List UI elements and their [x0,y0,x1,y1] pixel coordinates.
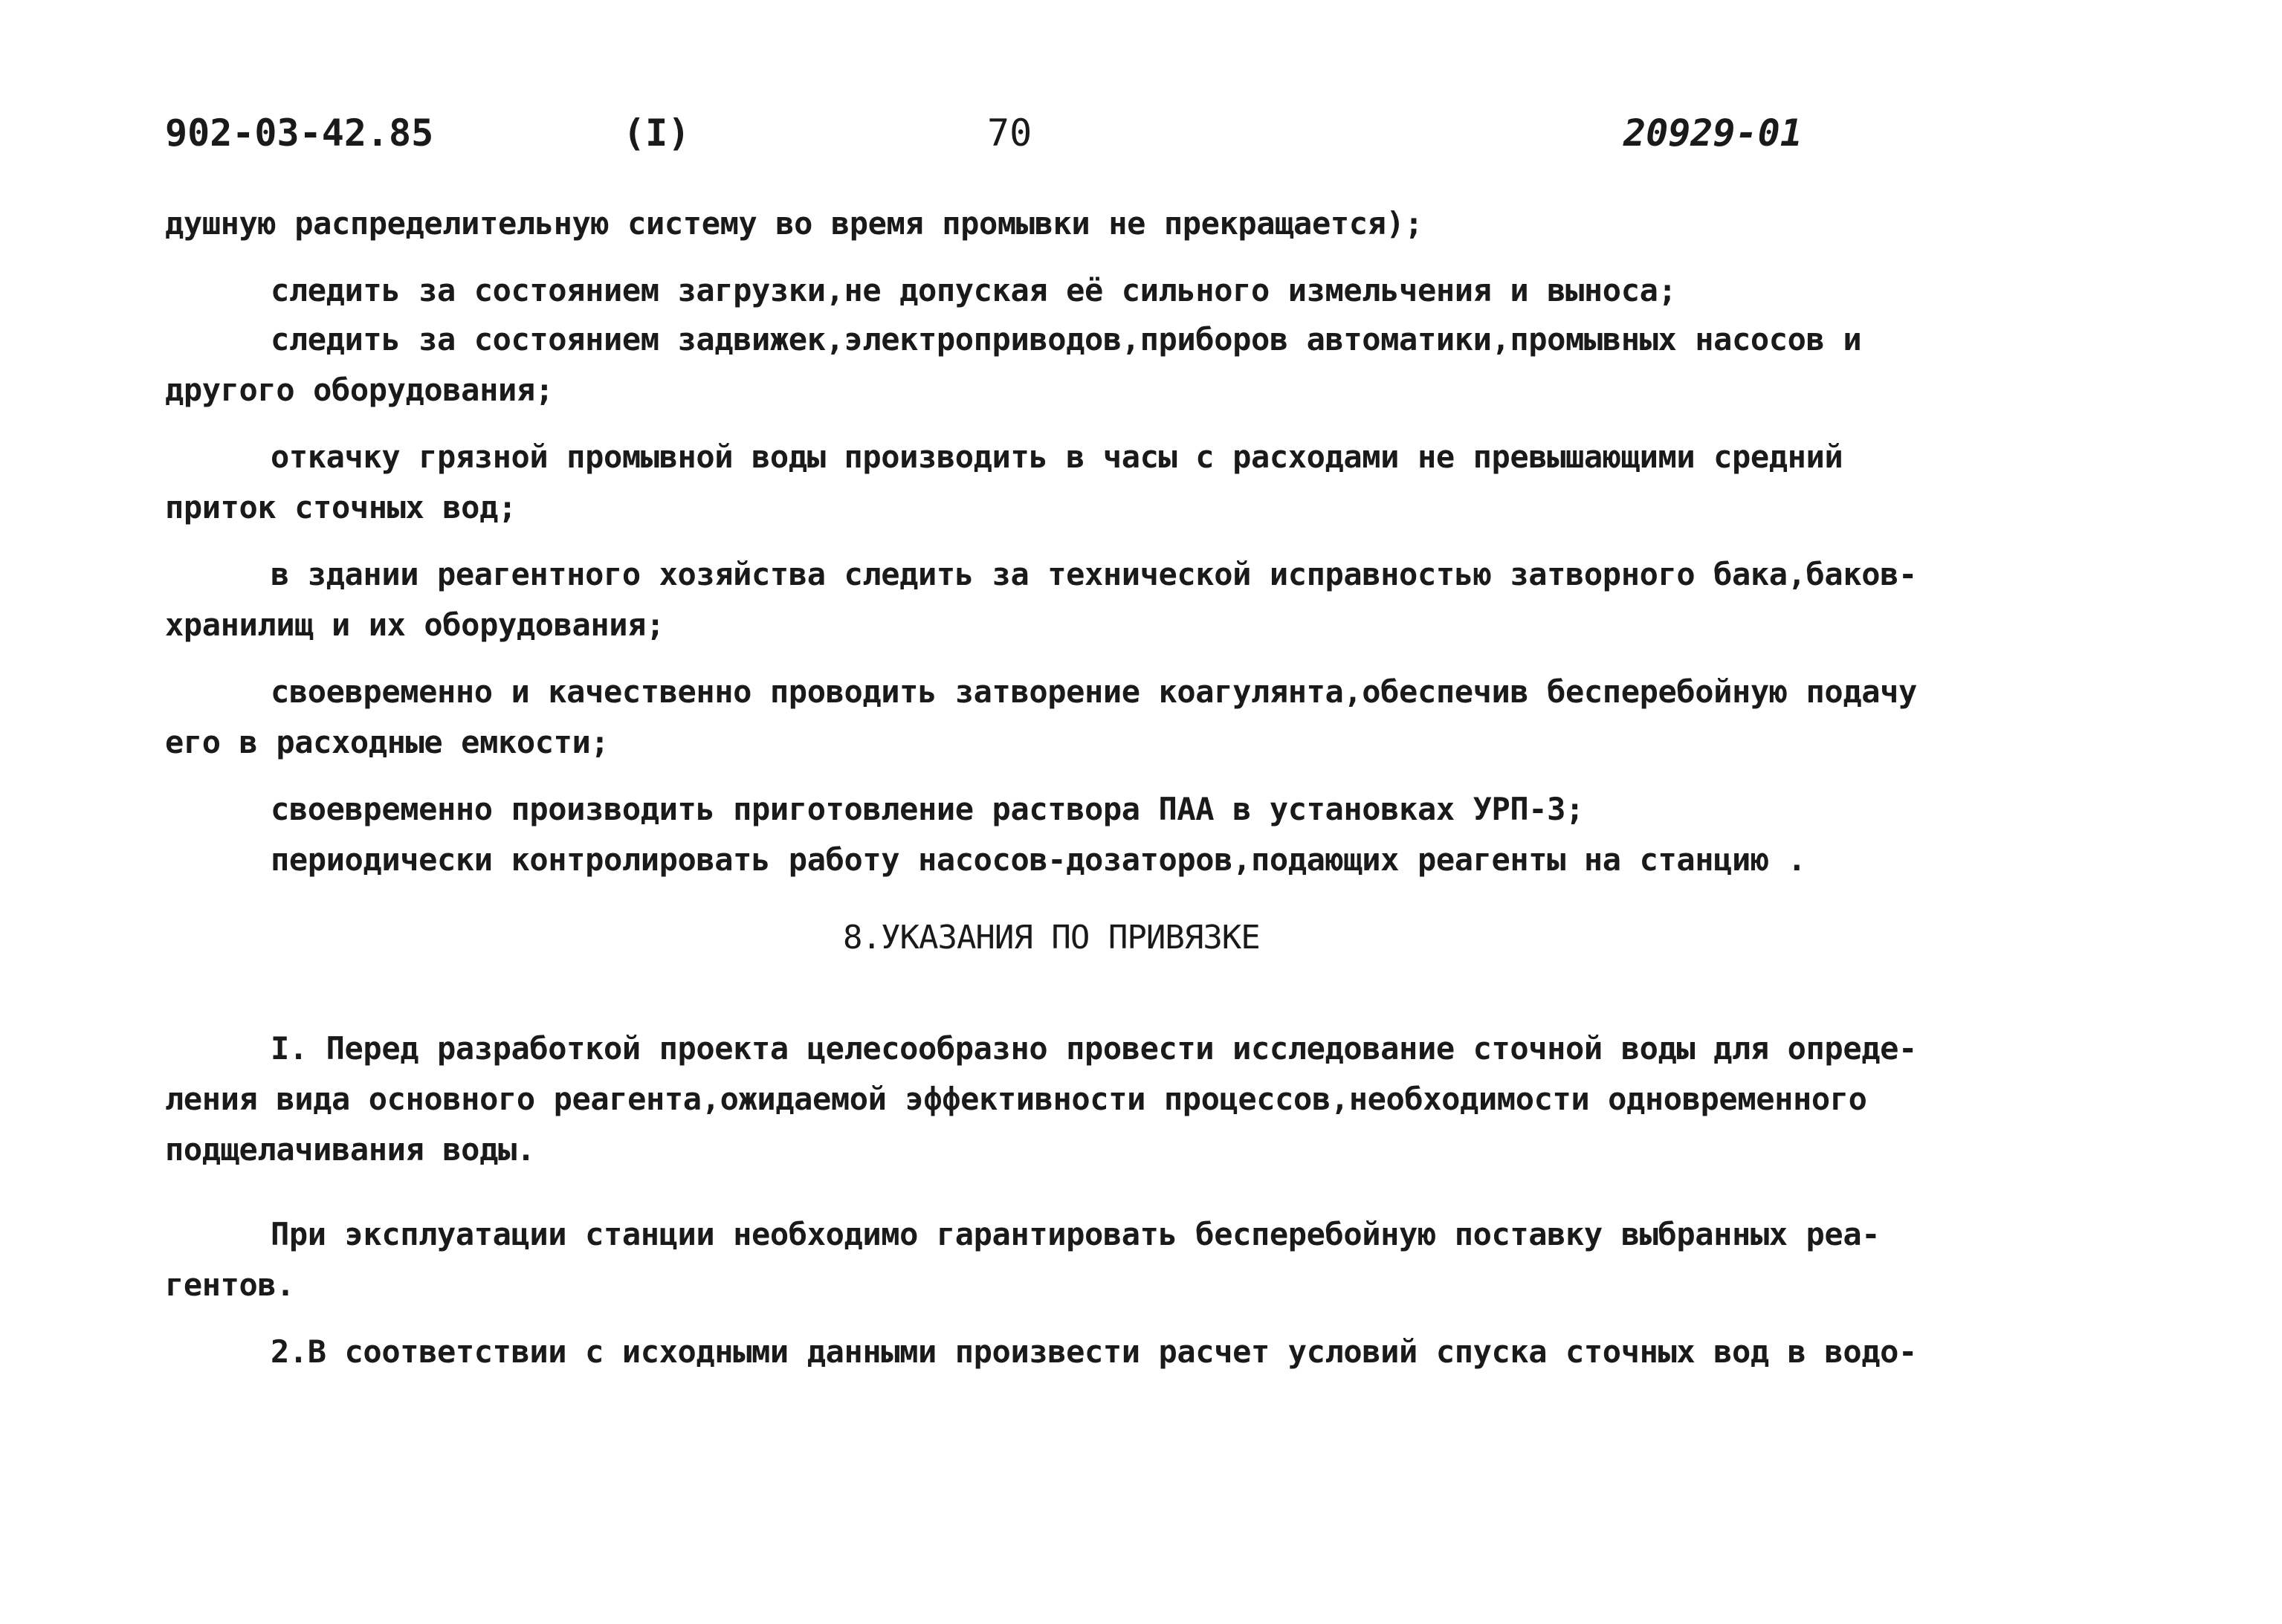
text-line: хранилищ и их оборудования; [165,606,665,643]
text-line: откачку грязной промывной воды производить в часы с расходами не превышающими средний [271,439,1843,475]
text-line: ления вида основного реагента,ожидаемой эффективности процессов,необходимости одновременного [165,1081,1867,1117]
text-line: гентов. [165,1266,295,1303]
text-line: следить за состоянием загрузки,не допуская её сильного измельчения и выноса; [271,272,1677,308]
text-line: При эксплуатации станции необходимо гарантировать бесперебойную поставку выбранных реа- [271,1216,1881,1252]
text-line: своевременно и качественно проводить затворение коагулянта,обеспечив бесперебойную подачу [271,673,1917,710]
text-line: подщелачивания воды. [165,1131,535,1168]
text-line: I. Перед разработкой проекта целесообразно провести исследование сточной воды для опреде- [271,1030,1917,1067]
page-number: 70 [987,111,1032,155]
part-number: (I) [623,111,691,155]
text-line: приток сточных вод; [165,489,517,525]
section-title: 8.УКАЗАНИЯ ПО ПРИВЯЗКЕ [843,919,1260,957]
doc-code: 902-03-42.85 [165,111,434,155]
text-line: следить за состоянием задвижек,электроприводов,приборов автоматики,промывных насосов и [271,321,1862,358]
text-line: своевременно производить приготовление раствора ПАА в установках УРП-3; [271,791,1584,827]
text-line: 2.В соответствии с исходными данными произвести расчет условий спуска сточных вод в водо- [271,1333,1917,1370]
text-line: его в расходные емкости; [165,724,610,760]
text-line: другого оборудования; [165,372,554,408]
text-line: в здании реагентного хозяйства следить за технической исправностью затворного бака,баков- [271,556,1917,592]
text-line: душную распределительную систему во время промывки не прекращается); [165,205,1423,242]
sheet-code: 20929-01 [1623,111,1803,155]
text-line: периодически контролировать работу насосов-дозаторов,подающих реагенты на станцию . [271,841,1806,878]
